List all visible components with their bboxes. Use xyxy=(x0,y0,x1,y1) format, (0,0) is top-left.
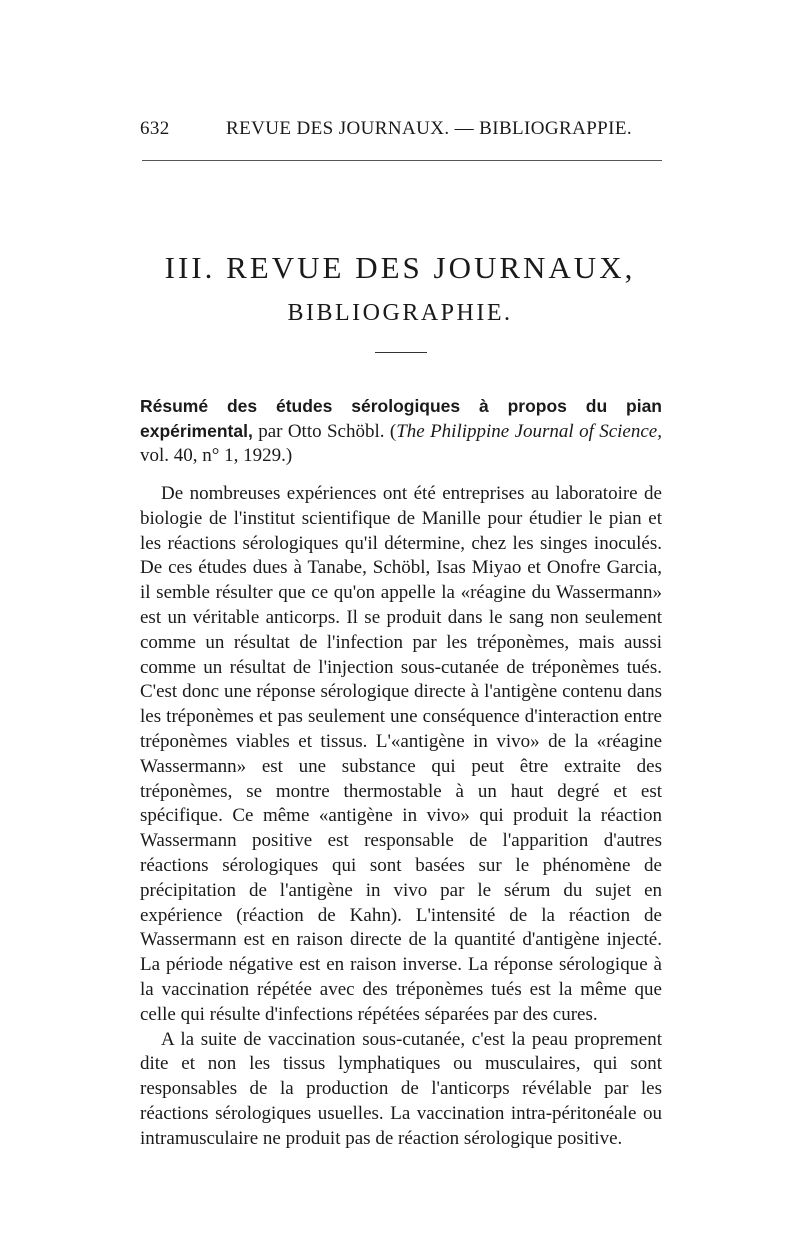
running-head xyxy=(140,118,660,148)
header-rule xyxy=(142,160,662,161)
section-title: III. REVUE DES JOURNAUX, xyxy=(164,250,636,285)
title-rule xyxy=(375,352,427,353)
article-body xyxy=(140,482,662,1152)
paragraph: A la suite de vaccination sous-cutanée, c'est la peau proprement dite et non les tissus lymphatiques ou musculaires, qui sont responsables de la production de l'anticorps révélable par les réactions sérologiques usuelles. La vaccination intra-péritonéale ou intramusculaire ne produit pas de réaction sérologique positive. xyxy=(140,1028,662,1149)
paragraph: De nombreuses expériences ont été entreprises au laboratoire de biologie de l'institut scientifique de Manille pour étudier le pian et les réactions sérologiques qu'il détermine, chez les singes inoculés. De ces études dues à Tanabe, Schöbl, Isas Miyao et Onofre Garcia, il semble résulter que ce qu'on appelle la «réagine du Wassermann» est un véritable anticorps. Il se produit dans le sang non seulement comme un résultat de l'infection par les tréponèmes, mais aussi comme un résultat de l'injection sous-cutanée de tréponèmes tués. C'est donc une réponse sérologique directe à l'antigène contenu dans les tréponèmes et pas seulement une conséquence d'interaction entre tréponèmes viables et tissus. L'«antigène in vivo» de la «réagine Wassermann» est une substance qui peut être extraite des tréponèmes, se montre thermostable à un haut degré et est spécifique. Ce même «antigène in vivo» qui produit la réaction Wassermann positive est responsable de l'apparition d'autres réactions sérologiques qui sont basées sur le phénomène de précipitation de l'antigène in vivo par le sérum du sujet en expérience (réaction de Kahn). L'intensité de la réaction de Wassermann est en raison directe de la quantité d'antigène injecté. La période négative est en raison inverse. La réponse sérologique à la vaccination répétée avec des tréponèmes tués est la même que celle qui résulte d'infections répétées séparées par des cures. xyxy=(140,483,662,1025)
running-title: REVUE DES JOURNAUX. — BIBLIOGRAPPIE. xyxy=(226,118,633,139)
article-heading xyxy=(140,394,662,468)
citation-details: vol. 40, n° 1, 1929.) xyxy=(140,445,293,466)
article-title: Résumé des études sérologiques à propos du pian expérimental, xyxy=(140,396,662,441)
article-author: par Otto Schöbl. ( xyxy=(252,421,397,442)
journal-name: The Philippine Journal of Science, xyxy=(396,421,662,442)
section-subtitle: BIBLIOGRAPHIE. xyxy=(287,300,513,326)
page-number: 632 xyxy=(140,118,170,139)
